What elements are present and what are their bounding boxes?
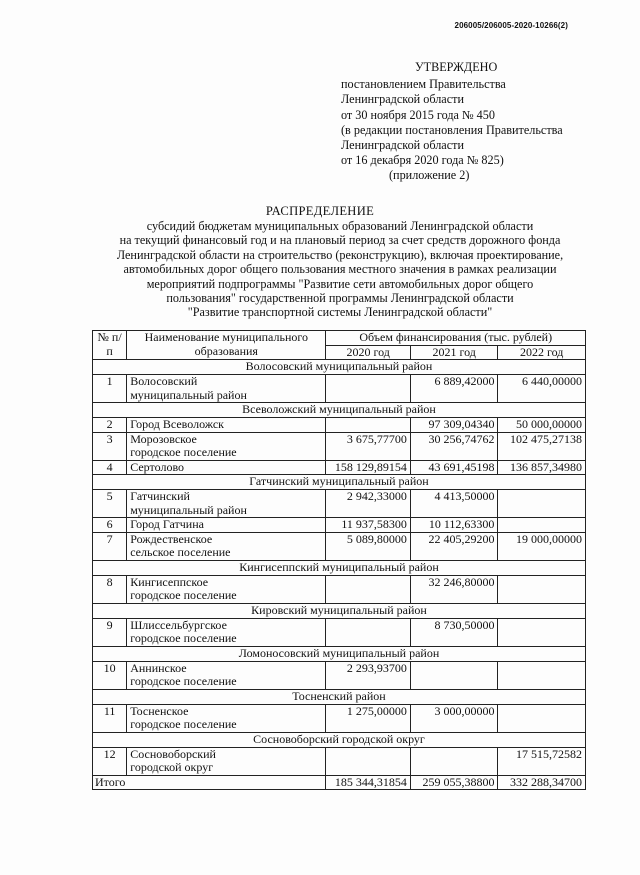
row-value-2021: 10 112,63300 — [410, 518, 498, 533]
group-row — [93, 646, 586, 661]
row-name — [127, 747, 326, 775]
group-title: Кировский муниципальный район — [93, 603, 586, 618]
approval-line: от 16 декабря 2020 года № 825) — [341, 153, 504, 168]
approval-line: Ленинградской области — [341, 92, 464, 107]
row-value-2020: 5 089,80000 — [326, 532, 411, 560]
row-num: 7 — [93, 532, 127, 560]
row-name-line: сельское поселение — [130, 545, 231, 559]
row-num: 11 — [93, 704, 127, 732]
document-subtitle — [80, 219, 600, 320]
row-name — [127, 460, 326, 475]
row-value-2021: 3 000,00000 — [410, 704, 498, 732]
row-value-2020 — [326, 747, 411, 775]
row-name-line: Город Всеволожск — [130, 417, 224, 431]
row-value-2021: 4 413,50000 — [410, 490, 498, 518]
row-name — [127, 490, 326, 518]
group-title: Кингисеппский муниципальный район — [93, 560, 586, 575]
row-name-line: городской округ — [130, 760, 214, 774]
row-name-line: Гатчинский — [130, 489, 190, 503]
row-value-2021: 22 405,29200 — [410, 532, 498, 560]
row-value-2022 — [498, 618, 586, 646]
row-name-line: городское поселение — [130, 674, 237, 688]
row-name-line: Сертолово — [130, 459, 185, 474]
row-value-2020 — [326, 418, 411, 433]
row-value-2020: 1 275,00000 — [326, 704, 411, 732]
group-title: Всеволожский муниципальный район — [93, 403, 586, 418]
row-value-2021: 30 256,74762 — [410, 432, 498, 460]
row-value-2022: 19 000,00000 — [498, 532, 586, 560]
row-name-line: городское поселение — [130, 717, 237, 731]
row-name-line: городское поселение — [130, 588, 237, 602]
subtitle-line: автомобильных дорог общего пользования местного значения в рамках реализации — [123, 262, 557, 277]
row-value-2022 — [498, 704, 586, 732]
row-name-line: городское поселение — [130, 445, 237, 459]
row-num: 5 — [93, 490, 127, 518]
row-name — [127, 375, 326, 403]
row-name — [127, 418, 326, 433]
total-2022: 332 288,34700 — [498, 775, 586, 790]
row-value-2021: 43 691,45198 — [410, 460, 498, 475]
row-name-line: городское поселение — [130, 631, 237, 645]
row-value-2021 — [410, 661, 498, 689]
row-name-line: Тосненское — [130, 703, 189, 718]
row-name-line: Город Гатчина — [130, 517, 204, 531]
header-year-2022: 2022 год — [498, 345, 586, 360]
approval-line: от 30 ноября 2015 года № 450 — [341, 107, 495, 122]
table-row — [93, 418, 586, 433]
total-label: Итого — [93, 775, 326, 790]
row-num: 8 — [93, 575, 127, 603]
header-volume: Объем финансирования (тыс. рублей) — [326, 331, 586, 346]
row-value-2022 — [498, 518, 586, 533]
table-row — [93, 618, 586, 646]
group-title: Сосновоборский городской округ — [93, 732, 586, 747]
row-value-2022 — [498, 490, 586, 518]
row-value-2020: 2 293,93700 — [326, 661, 411, 689]
row-value-2020: 158 129,89154 — [326, 460, 411, 475]
row-value-2022 — [498, 661, 586, 689]
group-title: Волосовский муниципальный район — [93, 360, 586, 375]
row-value-2020 — [326, 618, 411, 646]
row-num: 2 — [93, 418, 127, 433]
group-row — [93, 403, 586, 418]
subtitle-line: мероприятий подпрограммы "Развитие сети автомобильных дорог общего — [146, 276, 534, 291]
group-title: Ломоносовский муниципальный район — [93, 646, 586, 661]
row-name-line: Сосновоборский — [130, 746, 216, 761]
approval-stamp — [341, 60, 601, 184]
table-row — [93, 460, 586, 475]
header-num: № п/п — [93, 331, 127, 360]
row-value-2022: 136 857,34980 — [498, 460, 586, 475]
subsidy-table — [92, 330, 586, 790]
row-name — [127, 532, 326, 560]
row-value-2021: 8 730,50000 — [410, 618, 498, 646]
subtitle-line: на текущий финансовый год и на плановый период за счет средств дорожного фонда — [119, 233, 561, 248]
row-name-line: муниципальный район — [130, 502, 247, 517]
group-row — [93, 689, 586, 704]
table-row — [93, 575, 586, 603]
row-value-2021: 6 889,42000 — [410, 375, 498, 403]
row-value-2022 — [498, 575, 586, 603]
row-value-2020: 2 942,33000 — [326, 490, 411, 518]
table-row — [93, 747, 586, 775]
group-row — [93, 603, 586, 618]
row-value-2022: 50 000,00000 — [498, 418, 586, 433]
header-name: Наименование муниципального образования — [127, 331, 326, 360]
row-value-2021: 32 246,80000 — [410, 575, 498, 603]
row-num: 1 — [93, 375, 127, 403]
row-num: 12 — [93, 747, 127, 775]
row-name-line: Волосовский — [130, 374, 198, 388]
approval-line: Ленинградской области — [341, 138, 464, 153]
row-value-2020: 3 675,77700 — [326, 432, 411, 460]
table-row — [93, 518, 586, 533]
table-row — [93, 661, 586, 689]
approval-line: (в редакции постановления Правительства — [341, 122, 563, 137]
row-num: 10 — [93, 661, 127, 689]
row-name — [127, 518, 326, 533]
row-name-line: Кингисеппское — [130, 574, 209, 589]
approval-heading: УТВЕРЖДЕНО — [415, 60, 498, 74]
row-value-2022: 17 515,72582 — [498, 747, 586, 775]
row-num: 6 — [93, 518, 127, 533]
row-num: 4 — [93, 460, 127, 475]
subtitle-line: субсидий бюджетам муниципальных образований Ленинградской области — [146, 219, 534, 233]
row-name-line: Морозовское — [130, 431, 197, 446]
subtitle-line: пользования" государственной программы Ленинградской области — [166, 291, 514, 306]
row-num: 3 — [93, 432, 127, 460]
total-2021: 259 055,38800 — [410, 775, 498, 790]
header-year-2021: 2021 год — [410, 345, 498, 360]
row-name — [127, 618, 326, 646]
row-value-2022: 6 440,00000 — [498, 375, 586, 403]
approval-appendix: (приложение 2) — [389, 168, 470, 183]
row-value-2021: 97 309,04340 — [410, 418, 498, 433]
row-value-2022: 102 475,27138 — [498, 432, 586, 460]
table-body — [93, 360, 586, 776]
table-row — [93, 432, 586, 460]
header-year-2020: 2020 год — [326, 345, 411, 360]
row-name-line: Шлиссельбургское — [130, 617, 227, 632]
row-name — [127, 432, 326, 460]
document-id: 206005/206005-2020-10266(2) — [454, 21, 568, 30]
table-row — [93, 490, 586, 518]
group-title: Тосненский район — [93, 689, 586, 704]
row-num: 9 — [93, 618, 127, 646]
subtitle-line: Ленинградской области на строительство (реконструкцию), включая проектирование, — [116, 247, 564, 262]
group-row — [93, 360, 586, 375]
row-name — [127, 575, 326, 603]
row-name-line: муниципальный район — [130, 387, 247, 402]
row-value-2020 — [326, 575, 411, 603]
table-row — [93, 532, 586, 560]
total-2020: 185 344,31854 — [326, 775, 411, 790]
group-row — [93, 560, 586, 575]
row-value-2020: 11 937,58300 — [326, 518, 411, 533]
document-title: РАСПРЕДЕЛЕНИЕ — [265, 204, 375, 218]
row-value-2021 — [410, 747, 498, 775]
approval-line: постановлением Правительства — [341, 77, 506, 92]
row-name-line: Аннинское — [130, 660, 187, 675]
group-row — [93, 732, 586, 747]
row-name-line: Рождественское — [130, 531, 213, 546]
row-value-2020 — [326, 375, 411, 403]
table-row — [93, 704, 586, 732]
total-row — [93, 775, 586, 790]
subtitle-line: "Развитие транспортной системы Ленинградской области" — [187, 305, 493, 320]
row-name — [127, 661, 326, 689]
group-row — [93, 475, 586, 490]
table-header-row — [93, 331, 586, 346]
group-title: Гатчинский муниципальный район — [93, 475, 586, 490]
row-name — [127, 704, 326, 732]
table-row — [93, 375, 586, 403]
